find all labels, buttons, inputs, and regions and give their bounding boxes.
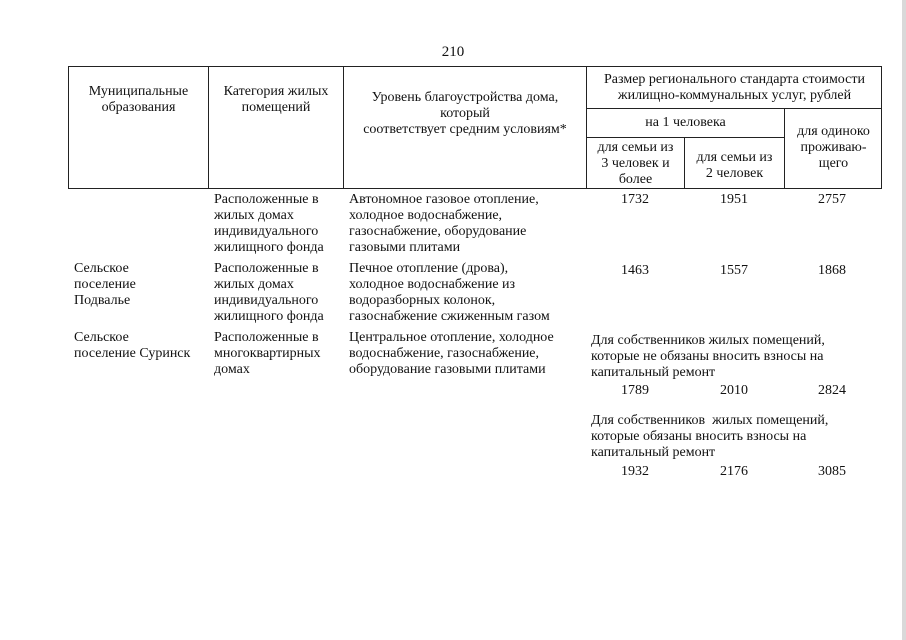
row1-improvement: Автономное газовое отопление, холодное водоснабжение, газоснабжение, оборудование газовыми плитами (349, 192, 539, 255)
row3-note1-value-family2: 2010 (720, 383, 748, 398)
row3-municipality: Сельское поселение Суринск (74, 330, 191, 361)
header-municipality: Муниципальные образования (88, 84, 189, 115)
row3-category: Расположенные в многоквартирных домах (214, 330, 321, 377)
row1-value-single: 2757 (818, 192, 846, 207)
row2-category: Расположенные в жилых домах индивидуального жилищного фонда (214, 261, 324, 324)
row2-value-single: 1868 (818, 263, 846, 278)
header-single: для одиноко проживаю- щего (797, 124, 870, 171)
row3-note-no-capital-repair: Для собственников жилых помещений, которые не обязаны вносить взносы на капитальный ремонт (591, 333, 825, 380)
header-per-person: на 1 человека (645, 115, 726, 130)
header-category: Категория жилых помещений (223, 84, 329, 115)
row-divider (586, 108, 882, 109)
row3-note2-value-family2: 2176 (720, 464, 748, 479)
scan-edge (902, 0, 906, 640)
row1-value-family2: 1951 (720, 192, 748, 207)
row-divider (586, 137, 784, 138)
header-improvement: Уровень благоустройства дома, который соответствует средним условиям* (363, 90, 567, 137)
row3-note1-value-family3: 1789 (621, 383, 649, 398)
row3-improvement: Центральное отопление, холодное водоснабжение, газоснабжение, оборудование газовыми плитами (349, 330, 554, 377)
row3-note2-value-family3: 1932 (621, 464, 649, 479)
header-family3: для семьи из 3 человек и более (597, 140, 674, 187)
row1-value-family3: 1732 (621, 192, 649, 207)
header-family2: для семьи из 2 человек (696, 150, 773, 181)
row3-note1-value-single: 2824 (818, 383, 846, 398)
row2-municipality: Сельское поселение Подвалье (74, 261, 136, 308)
row2-value-family3: 1463 (621, 263, 649, 278)
row2-improvement: Печное отопление (дрова), холодное водоснабжение из водоразборных колонок, газоснабжение сжиженным газом (349, 261, 550, 324)
row2-value-family2: 1557 (720, 263, 748, 278)
header-standard-size: Размер регионального стандарта стоимости жилищно-коммунальных услуг, рублей (604, 72, 865, 103)
row3-note-capital-repair: Для собственников жилых помещений, которые обязаны вносить взносы на капитальный ремонт (591, 413, 829, 460)
row1-category: Расположенные в жилых домах индивидуального жилищного фонда (214, 192, 324, 255)
page-number: 210 (441, 44, 465, 60)
row3-note2-value-single: 3085 (818, 464, 846, 479)
